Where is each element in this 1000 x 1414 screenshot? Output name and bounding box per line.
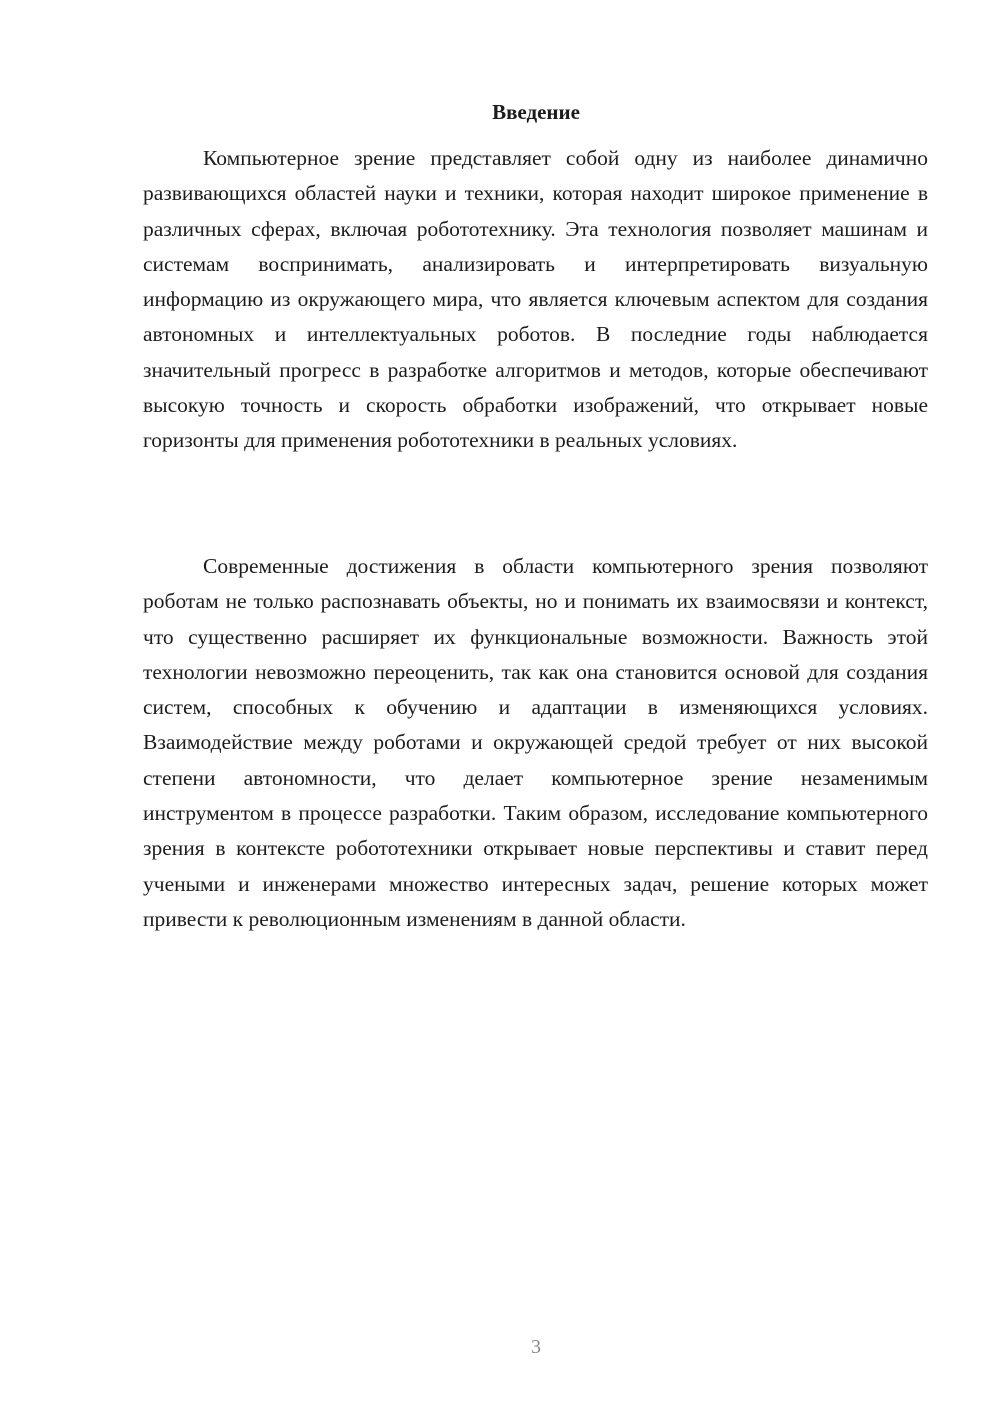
page-number: 3 [531,1336,541,1358]
paragraph-intro: Компьютерное зрение представляет собой одну из наиболее динамично развивающихся областей науки и техники, которая находит широкое применение в различных сферах, включая робототехнику. Эта технология позволяет машинам и системам воспринимать, анализировать и интерпретировать визуальную информацию из окружающего мира, что является ключевым аспектом для создания автономных и интеллектуальных роботов. В последние годы наблюдается значительный прогресс в разработке алгоритмов и методов, которые обеспечивают высокую точность и скорость обработки изображений, что открывает новые горизонты для применения робототехники в реальных условиях. [143,146,928,453]
paragraph-achievements: Современные достижения в области компьютерного зрения позволяют роботам не только распознавать объекты, но и понимать их взаимосвязи и контекст, что существенно расширяет их функциональные возможности. Важность этой технологии невозможно переоценить, так как она становится основой для создания систем, способных к обучению и адаптации в изменяющихся условиях. Взаимодействие между роботами и окружающей средой требует от них высокой степени автономности, что делает компьютерное зрение незаменимым инструментом в процессе разработки. Таким образом, исследование компьютерного зрения в контексте робототехники открывает новые перспективы и ставит перед учеными и инженерами множество интересных задач, решение которых может привести к революционным изменениям в данной области. [143,554,928,931]
section-title: Введение [492,100,580,124]
